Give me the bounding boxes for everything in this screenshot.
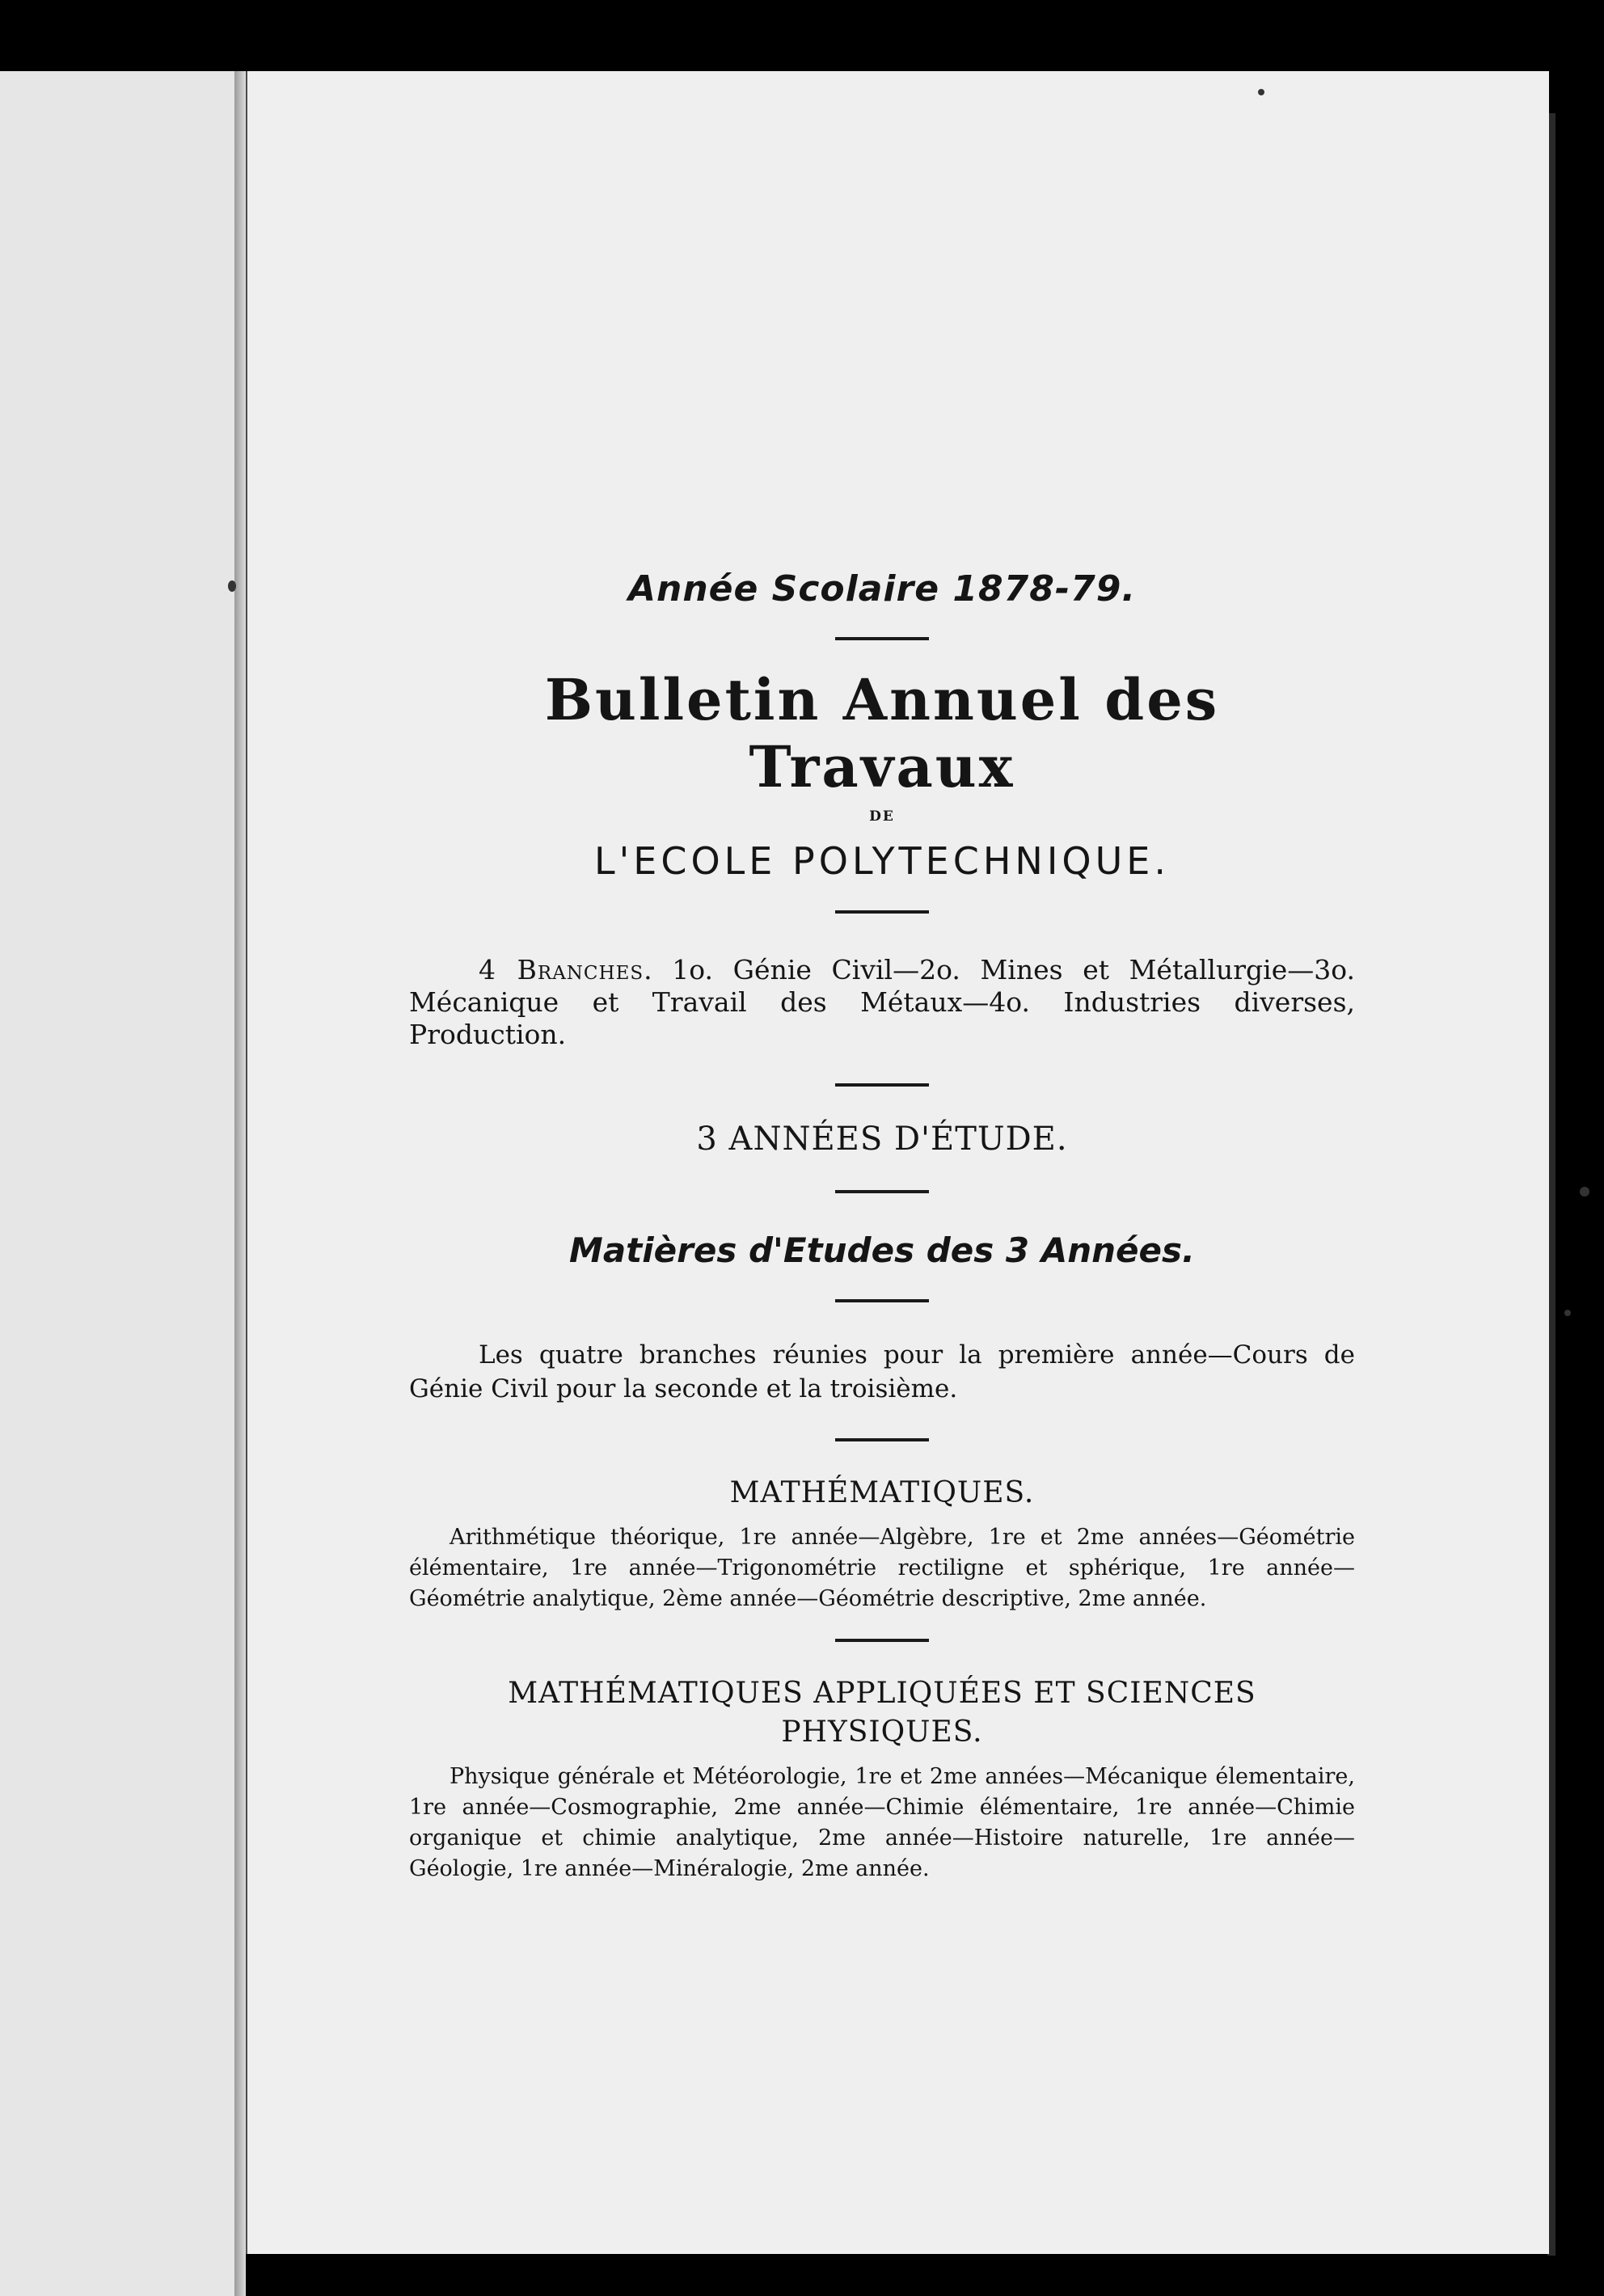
document-page bbox=[246, 71, 1549, 2254]
matieres-heading: Matières d'Etudes des 3 Années. bbox=[569, 1230, 1195, 1270]
section-heading-sciences: MATHÉMATIQUES APPLIQUÉES ET SCIENCES PHYSIQUES. bbox=[508, 1677, 1256, 1749]
scan-speck bbox=[1564, 1310, 1571, 1316]
quatre-branches-paragraph: Les quatre branches réunies pour la première année—Cours de Génie Civil pour la seconde et la troisième. bbox=[409, 1340, 1355, 1403]
divider-rule bbox=[835, 1190, 929, 1193]
scan-speck bbox=[1580, 1187, 1589, 1197]
book-gutter bbox=[234, 71, 246, 2296]
school-year-heading: Année Scolaire 1878-79. bbox=[627, 568, 1137, 610]
annees-etude-heading: 3 ANNÉES D'ÉTUDE. bbox=[696, 1121, 1068, 1158]
page-content bbox=[409, 475, 1355, 1909]
scan-speck bbox=[228, 580, 236, 592]
divider-rule bbox=[835, 910, 929, 914]
divider-rule bbox=[835, 1299, 929, 1302]
ecole-title: L'ECOLE POLYTECHNIQUE. bbox=[594, 839, 1170, 883]
branches-text: . 1o. Génie Civil—2o. Mines et Métallurgie—3o. Mécanique et Travail des Métaux—4o. Industries diverses, Production. bbox=[409, 954, 1355, 1050]
divider-rule bbox=[835, 1438, 929, 1441]
divider-rule bbox=[835, 1639, 929, 1642]
branches-label: 4 Branches bbox=[479, 954, 644, 986]
bulletin-title: Bulletin Annuel des Travaux bbox=[544, 666, 1220, 800]
left-page bbox=[0, 71, 237, 2296]
de-label: DE bbox=[869, 808, 895, 825]
scan-speck bbox=[1258, 89, 1264, 95]
branches-paragraph bbox=[409, 954, 1355, 1051]
divider-rule bbox=[835, 637, 929, 640]
divider-rule bbox=[835, 1083, 929, 1087]
section-body-mathematiques: Arithmétique théorique, 1re année—Algèbre, 1re et 2me années—Géométrie élémentaire, 1re année—Trigonométrie rectiligne et sphérique, 1re année—Géométrie analytique, 2ème année—Géométrie descriptive, 2me année. bbox=[409, 1525, 1355, 1611]
section-heading-mathematiques: MATHÉMATIQUES. bbox=[729, 1476, 1035, 1509]
section-body-sciences: Physique générale et Météorologie, 1re et 2me années—Mécanique élementaire, 1re année—Cosmographie, 2me année—Chimie élémentaire, 1re année—Chimie organique et chimie analytique, 2me année—Histoire naturelle, 1re année—Géologie, 1re année—Minéralogie, 2me année. bbox=[409, 1764, 1355, 1881]
